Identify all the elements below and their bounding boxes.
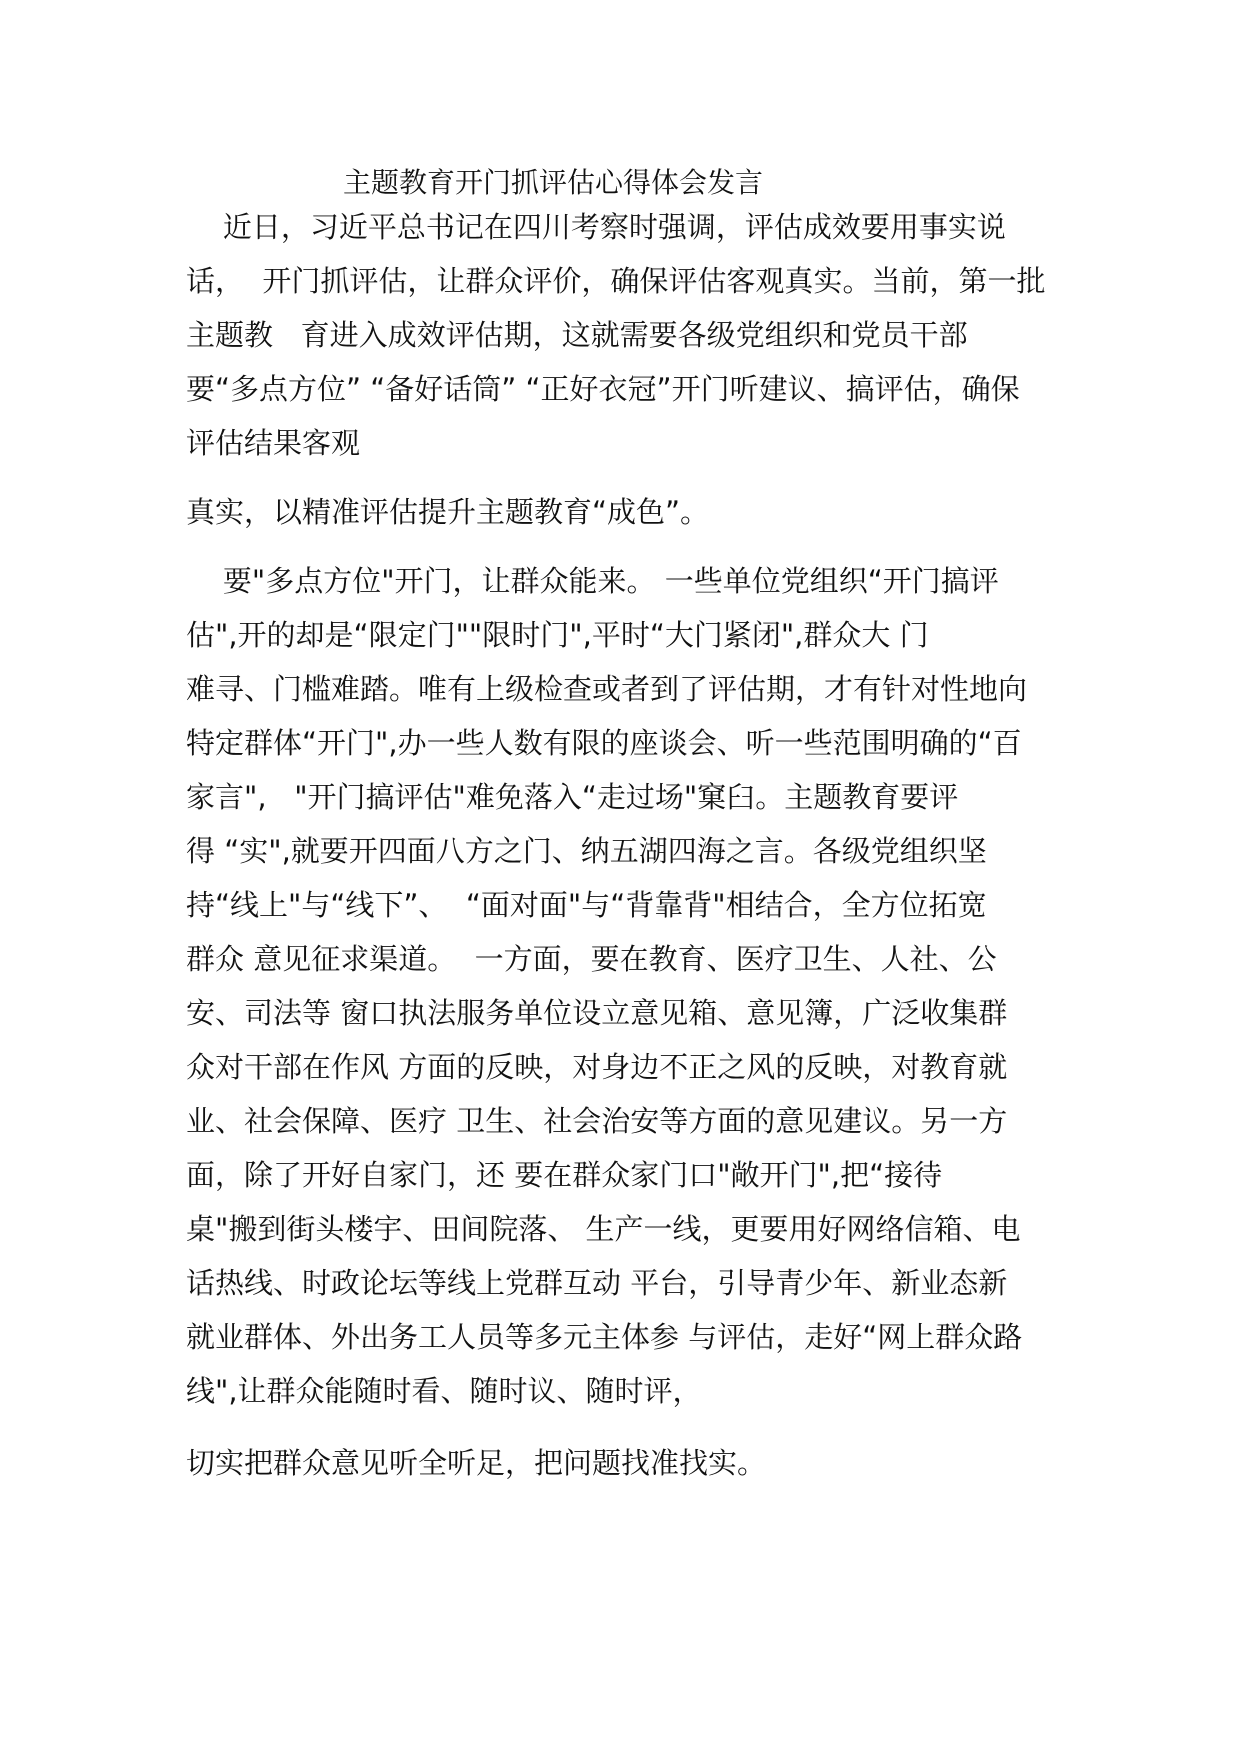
body-line: 业、社会保障、医疗 卫生、社会治安等方面的意见建议。另一方 — [186, 1104, 1008, 1138]
body-line: 切实把群众意见听全听足，把问题找准找实。 — [186, 1446, 767, 1480]
body-line: 主题教 育进入成效评估期，这就需要各级党组织和党员干部 — [186, 318, 968, 352]
body-line: 群众 意见征求渠道。 一方面，要在教育、医疗卫生、人社、公 — [186, 942, 997, 976]
body-line: 真实，以精准评估提升主题教育“成色”。 — [186, 495, 710, 529]
body-line: 持“线上"与“线下”、 “面对面"与“背靠背"相结合，全方位拓宽 — [186, 888, 987, 922]
body-line: 得 “实",就要开四面八方之门、纳五湖四海之言。各级党组织坚 — [186, 834, 987, 868]
body-line: 线",让群众能随时看、随时议、随时评， — [186, 1374, 702, 1408]
document-title: 主题教育开门抓评估心得体会发言 — [343, 166, 764, 199]
body-line: 要"多点方位"开门，让群众能来。 一些单位党组织“开门搞评 — [186, 564, 999, 598]
body-line: 难寻、门槛难踏。唯有上级检查或者到了评估期，才有针对性地向 — [186, 672, 1028, 706]
body-line: 安、司法等 窗口执法服务单位设立意见箱、意见簿，广泛收集群 — [186, 996, 1008, 1030]
body-line: 特定群体“开门",办一些人数有限的座谈会、听一些范围明确的“百 — [186, 726, 1022, 760]
body-line: 近日，习近平总书记在四川考察时强调，评估成效要用事实说 — [186, 210, 1006, 244]
body-line: 要“多点方位” “备好话筒” “正好衣冠”开门听建议、搞评估，确保 — [186, 372, 1020, 406]
body-line: 桌"搬到街头楼宇、田间院落、 生产一线，更要用好网络信箱、电 — [186, 1212, 1021, 1246]
body-line: 就业群体、外出务工人员等多元主体参 与评估，走好“网上群众路 — [186, 1320, 1023, 1354]
body-line: 面，除了开好自家门，还 要在群众家门口"敞开门",把“接待 — [186, 1158, 943, 1192]
body-line: 众对干部在作风 方面的反映，对身边不正之风的反映，对教育就 — [186, 1050, 1008, 1084]
body-line: 话， 开门抓评估，让群众评价，确保评估客观真实。当前，第一批 — [186, 264, 1046, 298]
body-line: 评估结果客观 — [186, 426, 361, 460]
body-line: 家言", "开门搞评估"难免落入“走过场"窠臼。主题教育要评 — [186, 780, 959, 814]
body-line: 话热线、时政论坛等线上党群互动 平台，引导青少年、新业态新 — [186, 1266, 1008, 1300]
body-line: 估",开的却是“限定门""限时门",平时“大门紧闭",群众大 门 — [186, 618, 929, 652]
